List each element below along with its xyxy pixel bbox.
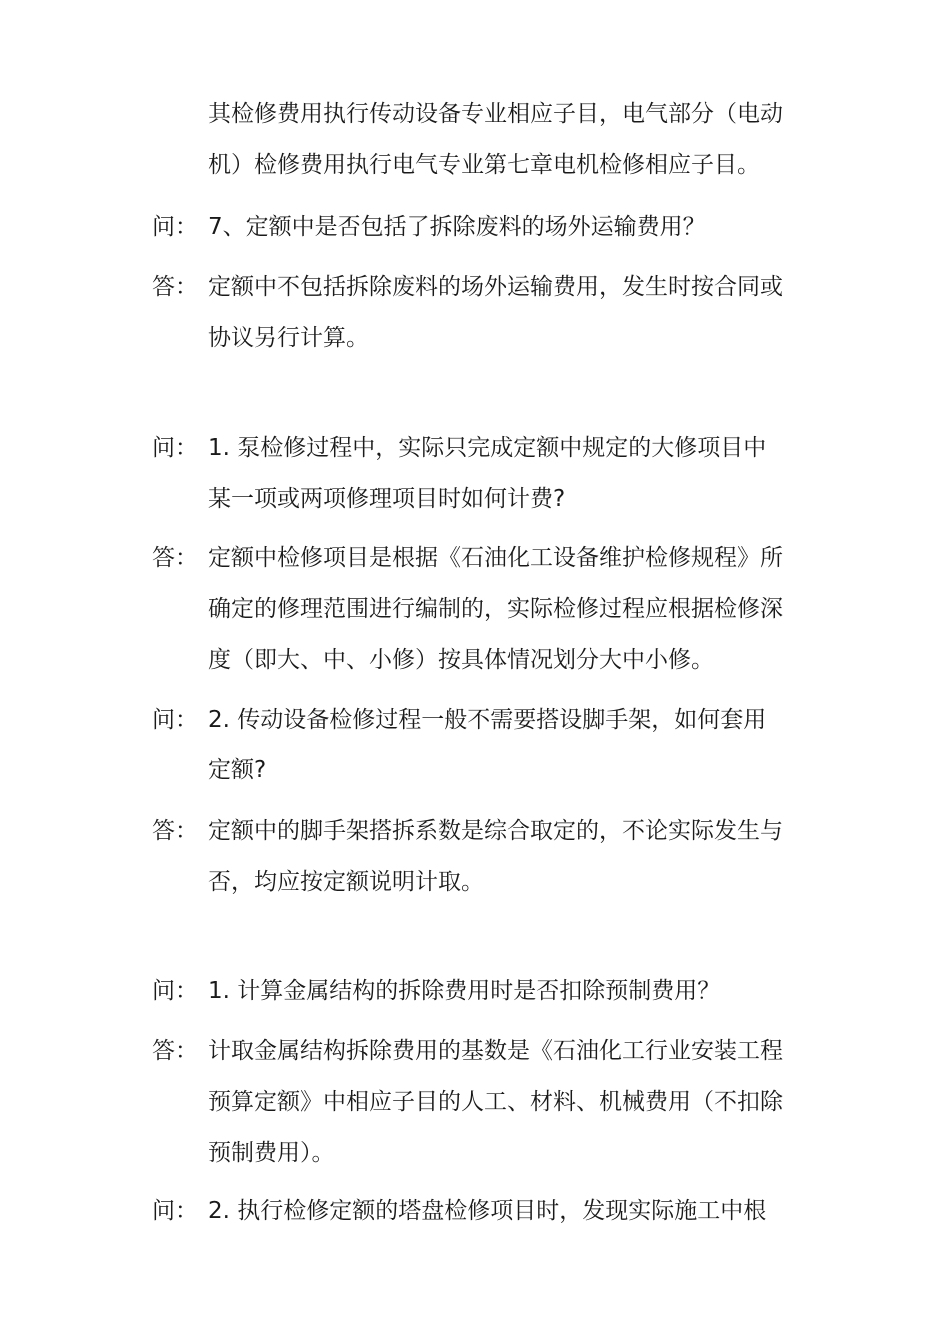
- answer-text: 预制费用）。: [208, 1140, 335, 1166]
- question-label: 问：: [152, 707, 198, 733]
- answer-text: 协议另行计算。: [208, 325, 369, 351]
- question-text: 2. 传动设备检修过程一般不需要搭设脚手架，如何套用: [208, 707, 767, 733]
- question-label: 问：: [152, 214, 198, 240]
- question-label: 问：: [152, 435, 198, 461]
- question-label: 问：: [152, 1198, 198, 1224]
- question-text: 7、定额中是否包括了拆除废料的场外运输费用？: [208, 214, 706, 240]
- answer-label: 答：: [152, 274, 198, 300]
- answer-text: 确定的修理范围进行编制的，实际检修过程应根据检修深: [208, 596, 783, 622]
- question-text: 1. 计算金属结构的拆除费用时是否扣除预制费用？: [208, 978, 721, 1004]
- question-text: 1. 泵检修过程中，实际只完成定额中规定的大修项目中: [208, 435, 767, 461]
- continuation-text: 机）检修费用执行电气专业第七章电机检修相应子目。: [208, 152, 760, 178]
- question-text: 某一项或两项修理项目时如何计费?: [208, 486, 566, 512]
- answer-text: 计取金属结构拆除费用的基数是《石油化工行业安装工程: [208, 1038, 783, 1064]
- answer-text: 定额中检修项目是根据《石油化工设备维护检修规程》所: [208, 545, 783, 571]
- question-text: 定额?: [208, 757, 267, 783]
- answer-text: 定额中不包括拆除废料的场外运输费用，发生时按合同或: [208, 274, 783, 300]
- answer-text: 否，均应按定额说明计取。: [208, 869, 484, 895]
- question-label: 问：: [152, 978, 198, 1004]
- answer-label: 答：: [152, 1038, 198, 1064]
- answer-text: 预算定额》中相应子目的人工、材料、机械费用（不扣除: [208, 1089, 783, 1115]
- question-text: 2. 执行检修定额的塔盘检修项目时，发现实际施工中根: [208, 1198, 767, 1224]
- answer-label: 答：: [152, 545, 198, 571]
- continuation-text: 其检修费用执行传动设备专业相应子目，电气部分（电动: [208, 101, 783, 127]
- answer-text: 度（即大、中、小修）按具体情况划分大中小修。: [208, 647, 714, 673]
- answer-text: 定额中的脚手架搭拆系数是综合取定的，不论实际发生与: [208, 818, 783, 844]
- answer-label: 答：: [152, 818, 198, 844]
